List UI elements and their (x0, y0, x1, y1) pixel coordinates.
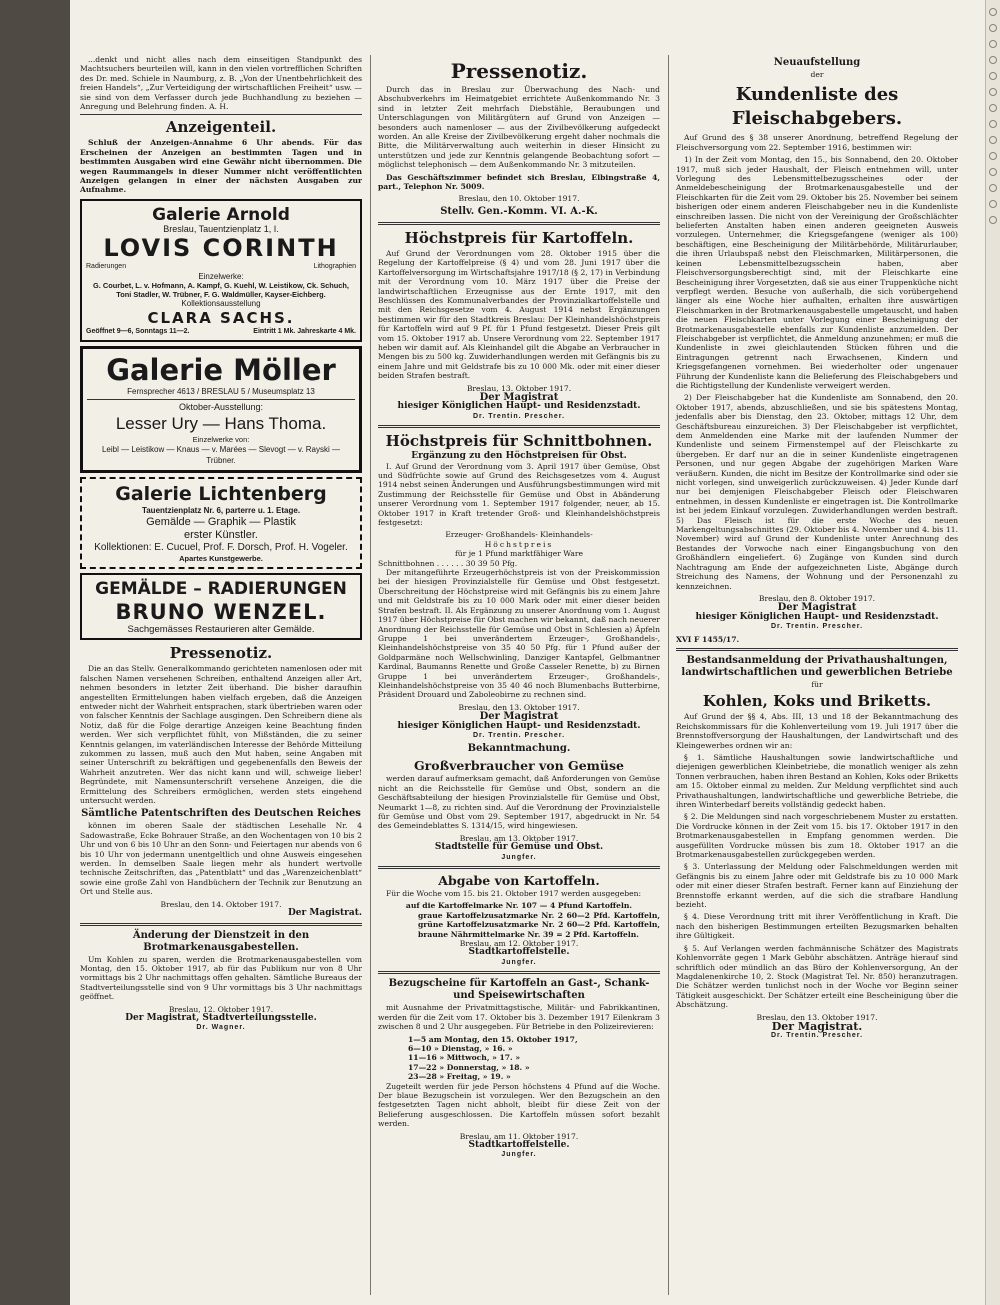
bohnen-head: Erzeuger- Großhandels- Kleinhandels- (445, 530, 593, 540)
pressenotiz-mid-text: Durch das in Breslau zur Überwachung des Nach- und Abschubverkehrs im Heimatgebiet errichtete Außenkommando Nr. 3 sind in letzter Zeit mehrfach Diebstähle, Beraubungen und Unterschlagungen von Militärgütern auf Grund von Anzeigen — besonders auch namenloser — aus der Zivilbevölkerung aufgedeckt worden. An alle Kreise der Zivilbevölkerung ergeht daher nochmals die Bitte, die Militärverwaltung auch weiterhin in dieser Hinsicht zu unterstützen und jede zur Kenntnis gelangende Beobachtung sofort — möglichst telephonisch — dem Außenkommando Nr. 3 mitzuteilen. (378, 85, 660, 170)
anzeigen-title: Anzeigenteil. (165, 118, 277, 137)
dienst-title: Änderung der Dienstzeit in den Brotmarkenausgabestellen. (132, 929, 310, 953)
gross-title: Großverbraucher von Gemüse (414, 758, 624, 774)
patent-date: Breslau, den 14. Oktober 1917. (160, 899, 282, 909)
arnold-artist2: CLARA SACHS. (147, 308, 295, 327)
pressenotiz-left-title: Pressenotiz. (169, 644, 273, 663)
bezug-title: Bezugscheine für Kartoffeln an Gast-, Schank- und Speisewirtschaften (388, 978, 650, 1002)
bestand-big-title: Kohlen, Koks und Briketts. (702, 692, 932, 711)
neu-text2: 2) Der Fleischabgeber hat die Kundenliste am Sonnabend, den 20. Oktober 1917, abends, abzuschließen, und sie bis spätestens Montag, jedenfalls aber bis Dienstag, den 23. Oktober, mittags 12 Uhr, dem Geschäftsbureau einzureichen. 3) Der Fleischabgeber ist verpflichtet, dem Anmeldenden eine Marke mit der laufenden Nummer der Kundenliste und seinem Firmenstempel auf der Fleischkarte zu übergeben. Er darf nur an die in seiner Kundenliste eingetragenen Personen, und nur gegen Abgabe der zugehörigen Marken Ware veräußern. Kunden, die nicht im Besitze der Kontrollmarke sind oder sie nicht vorlegen, sind unweigerlich zurückzuweisen. 4) Jeder Kunde darf nur bei demjenigen Fleischabgeber Fleisch oder Fleischwaren entnehmen, in dessen Kundenliste er eingetragen ist. Die Kontrollmarke ist bei jedem Einkauf vorzulegen. Zuwiderhandlungen werden bestraft. 5) Das Fleisch ist für die erste Woche des neuen Markengeltungsabschnittes (29. Oktober bis 4. November und 4. bis 11. November) wird auf Grund der Kundenliste unter Anrechnung des Bestandes der Vorwoche nach einer Eingangsbuchung von den Großhändlern eingeliefert. 6) Zugänge von Kunden sind durch Nachtragung am Ende der aufgezeichneten Liste, Abgänge durch Streichung des Namens, der Wohnung und der Personenzahl zu kennzeichnen. (676, 393, 958, 591)
bohnen-names: Dr. Trentin. Prescher. (472, 731, 566, 739)
neu-date: Breslau, den 8. Oktober 1917. (758, 593, 876, 603)
arnold-sub-left: Radierungen (86, 263, 127, 271)
arnold-sub-right: Lithographien (313, 263, 356, 271)
patent-text: können im oberen Saale der städtischen Lesehalle Nr. 4 Sadowastraße, Ecke Bohrauer Straße, an den Wochentagen von 10 bis 2 Uhr und von 6 bis 10 Uhr an den Sonn- und Feiertagen nur abends von 6 bis 10 Uhr von jedermann unentgeltlich und ohne Ausweis eingesehen werden. In demselben Saale liegen mehr als hundert wertvolle technische Zeitschriften, das „Patentblatt“ und das „Warenzeichenblatt“ sowie eine große Zahl von Handbüchern der Technik zur Benutzung an Ort und Stelle aus. (80, 821, 362, 897)
bezug-row: 23—28 » Freitag, » 19. » (408, 1072, 511, 1082)
wenzel-sub: Sachgemässes Restaurieren alter Gemälde. (127, 623, 315, 635)
dienst-text: Um Kohlen zu sparen, werden die Brotmarkenausgabestellen vom Montag, den 15. Oktober 1917, ab für das Publikum nur von 8 Uhr vormittags bis 2 Uhr nachmittags offen gehalten. Sämtliche Bureaus der Stadtverteilungsstelle sind von 9 Uhr vormittags bis 3 Uhr nachmittags geöffnet. (80, 954, 362, 1002)
page-edge (985, 0, 1000, 1305)
kartoffel-title: Höchstpreis für Kartoffeln. (404, 228, 634, 247)
ad-galerie-lichtenberg (80, 477, 362, 569)
abgabe-sig: Stadtkartoffelstelle. (468, 947, 570, 958)
bohnen-subtitle: Ergänzung zu den Höchstpreisen für Obst. (411, 451, 627, 462)
arnold-names: G. Courbet, L. v. Hofmann, A. Kampf, G. Kuehl, W. Leistikow, Ck. Schuch, Toni Stadler, W. Trübner, F. G. Waldmüller, Kayser-Eichberg. (93, 281, 349, 300)
arnold-name: Galerie Arnold (152, 204, 290, 225)
kartoffel-date: Breslau, 13. Oktober 1917. (466, 383, 572, 393)
abgabe-line2: graue Kartoffelzusatzmarke Nr. 2 60—2 Pfd. Kartoffeln, grüne Kartoffelzusatzmarke Nr. 2 60—2 Pfd. Kartoffeln, braune Nährmittelmarke Nr. 39 = 2 Pfd. Kartoffeln. (418, 910, 660, 939)
moeller-names: Leibl — Leistikow — Knaus — v. Marées — Slevogt — v. Rayski — Trübner. (101, 445, 340, 466)
bohnen-text2: Der mitangeführte Erzeugerhöchstpreis ist von der Preiskommission bei der hiesigen Provinzialstelle für Gemüse und Obst festgesetzt. Überschreitung der Höchstpreise wird mit Gefängnis bis zu einem Jahre und mit Geldstrafe bis zu 10 000 Mark oder mit einer dieser beiden Strafen bestraft. II. Als Ergänzung zu unserer Anordnung vom 1. August 1917 über Höchstpreise für Obst machen wir bekannt, daß nach neuerer Anordnung der Reichsstelle für Gemüse und Obst in Schlesien a) Äpfeln Gruppe 1 bei unverändertem Erzeuger-, Großhandels-, Kleinhandelshöchstpreise von 35 40 50 Pfg. für 1 Pfund außer der Goldparmäne noch Wellschwinling, Danziger Kantapfel, Gelbmantner Kardinal, Baumanns Renette und Große Casseler Renette, b) zu Birnen Gruppe 1 bei unverändertem Erzeuger-, Großhandels-, Kleinhandelshöchstpreise von 35 40 46 noch Blumenbachs Butterbirne, Präsident Drouard und Zaboleobirne zu rechnen sind. (378, 568, 660, 700)
bestand-text: Auf Grund der §§ 4, Abs. III, 13 und 18 der Bekanntmachung des Reichskommissars für die Kohlenverteilung vom 19. Juli 1917 über die Brennstoffversorgung der Haushaltungen, der Landwirtschaft und des Kleingewerbes ordnen wir an: (676, 712, 958, 750)
arnold-artist: LOVIS CORINTH (103, 234, 339, 263)
lichtenberg-extra: Apartes Kunstgewerbe. (179, 553, 263, 563)
neu-ref: XVI F 1455/17. (676, 634, 740, 644)
column-middle (370, 55, 660, 1295)
bezug-name: Jungfer. (501, 1151, 537, 1159)
kartoffel-sig2: hiesiger Königlichen Haupt- und Residenzstadt. (397, 401, 641, 412)
bestand-title: Bestandsanmeldung der Privathaushaltungen, landwirtschaftlichen und gewerblichen Betriebe (681, 654, 953, 678)
bohnen-head3: für je 1 Pfund marktfähiger Ware (454, 549, 584, 559)
moeller-addr: Fernsprecher 4613 / BRESLAU 5 / Museumsplatz 13 (127, 386, 315, 396)
intro-text: ...denkt und nicht alles nach dem einseitigen Standpunkt des Machtsuchers beurteilen will, kann in den vielen vortrefflichen Schriften des Dr. med. Schiele in Naumburg, z. B. „Von der Unentbehrlichkeit des freien Handels“, „Zur Verteidigung der wirtschaftlichen Freiheit“ usw. — sie sind von dem Verfasser durch jede Buchhandlung zu beziehen — Anregung und Belehrung finden. A. H. (80, 55, 362, 112)
moeller-name: Galerie Möller (106, 352, 336, 387)
gross-sig: Stadtstelle für Gemüse und Obst. (434, 842, 604, 853)
bezug-row: 17—22 » Donnerstag, » 18. » (408, 1062, 530, 1072)
bezug-row: 11—16 » Mittwoch, » 17. » (408, 1053, 521, 1063)
pressenotiz-left-text: Die an das Stellv. Generalkommando gerichteten namenlosen oder mit falschen Namen versehenen Schreiben, enthaltend Anzeigen aller Art, nehmen besonders in letzter Zeit überhand. Die bisher daraufhin angestellten Ermittelungen haben vielfach ergeben, daß die Anzeigen entweder nicht der Wahrheit entsprachen, stark übertrieben waren oder von falscher Kenntnis der Sachlage ausgingen. Den Schreibern diene als Notiz, daß für die Folge derartige Anzeigen keine Beachtung finden werden. Wer sich verpflichtet fühlt, von Mißständen, die zu seiner Kenntnis gelangen, im vaterländischen Interesse der Behörde Mitteilung zukommen zu lassen, muß auch den Mut haben, seine Angaben mit seiner Unterschrift zu bekräftigen und gegebenenfalls den Beweis der Wahrheit anzutreten. Wer das nicht kann und will, schweige lieber! Begründete, mit Namensunterschrift versehene Anzeigen, die die Ermittelung des Schreibers ermöglichen, werden stets eingehend untersucht werden. (80, 664, 362, 806)
abgabe-name: Jungfer. (501, 958, 537, 966)
kartoffel-names: Dr. Trentin. Prescher. (472, 412, 566, 420)
gross-name: Jungfer. (501, 853, 537, 861)
moeller-works: Einzelwerke von: (192, 434, 250, 444)
lichtenberg-line1: Gemälde — Graphik — Plastik (146, 515, 296, 528)
bestand-p4: § 4. Diese Verordnung tritt mit ihrer Veröffentlichung in Kraft. Die nach den bisherigen Bestimmungen erteilten Bezugsmarken behalten ihre Gültigkeit. (676, 912, 958, 941)
neu-names: Dr. Trentin. Prescher. (770, 623, 864, 631)
bezug-row: 6—10 » Dienstag, » 16. » (408, 1043, 513, 1053)
bezug-text: mit Ausnahme der Privatmittagstische, Militär- und Fabrikkantinen, werden für die Zeit vom 17. Oktober bis 3. Dezember 1917 Eilenkram 3 zwischen 8 und 2 Uhr ausgegeben. Für Betriebe in den Polizeirevieren: (378, 1003, 660, 1032)
arnold-entry: Eintritt 1 Mk. Jahreskarte 4 Mk. (253, 327, 356, 335)
pressenotiz-mid-addr: Das Geschäftszimmer befindet sich Breslau, Elbingstraße 4, part., Telephon Nr. 5009. (378, 172, 660, 192)
lichtenberg-line2: erster Künstler. (184, 528, 258, 541)
dienst-name: Dr. Wagner. (196, 1024, 246, 1032)
bohnen-text: I. Auf Grund der Verordnung vom 3. April 1917 über Gemüse, Obst und Südfrüchte sowie auf Grund des Reichsgesetzes vom 4. August 1914 nebst seinen Änderungen und Ausführungsbestimmungen wird mit Zustimmung der Reichsstelle für Gemüse und Obst in Abänderung unserer Verordnung vom 1. September 1917 folgender, neuer, ab 15. Oktober 1917 in Kraft tretender Groß- und Kleinhandelshöchstpreis festgesetzt: (378, 461, 660, 528)
abgabe-title: Abgabe von Kartoffeln. (438, 873, 600, 889)
arnold-koll: Kollektionsausstellung (181, 299, 261, 309)
neu-intro: Auf Grund des § 38 unserer Anordnung, betreffend Regelung der Fleischversorgung vom 22. September 1916, bestimmen wir: (676, 133, 958, 152)
abgabe-line1: auf die Kartoffelmarke Nr. 107 — 4 Pfund Kartoffeln. (405, 901, 633, 911)
bestand-names: Dr. Trentin. Prescher. (770, 1032, 864, 1040)
bohnen-row: Schnittbohnen . . . . . . 30 39 50 Pfg. (378, 558, 518, 568)
gross-text: werden darauf aufmerksam gemacht, daß Anforderungen von Gemüse nicht an die Reichsstelle für Gemüse und Obst, sondern an die Geschäftsabteilung der hiesigen Provinzialstelle für Gemüse und Obst, Neumarkt 1—8, zu richten sind. Auf die Verordnung der Provinzialstelle für Gemüse und Obst vom 29. September 1917, abgedruckt in Nr. 54 des Gemeindeblattes S. 1314/15, wird hingewiesen. (378, 774, 660, 831)
column-right (668, 55, 958, 1295)
kartoffel-text: Auf Grund der Verordnungen vom 28. Oktober 1915 über die Regelung der Kartoffelpreise (§ 4) und vom 28. Juni 1917 über die Kartoffelversorgung im Wirtschaftsjahre 1917/18 (§ 2, 17) in Verbindung mit der Verordnung vom 10. März 1917 über die Preise der landwirtschaftlichen Erzeugnisse aus der Ernte 1917, mit den Beschlüssen des Kommunalverbandes der Provinzialkartoffelstelle und mit den Reichsgesetze vom 4. August 1914 nebst Ergänzungen bestimmen wir für den Stadtkreis Breslau: Der Kleinhandelshöchstpreis für Kartoffeln wird auf 9 Pf. für 1 Pfund festgesetzt. Dieser Preis gilt vom 15. Oktober 1917 ab. Unsere Verordnung vom 22. September 1917 heben wir damit auf. Als Kleinhandel gilt die Abgabe an Verbraucher in Mengen bis zu 500 kg. Zuwiderhandlungen werden mit Gefängnis bis zu einem Jahre und mit Geldstrafe bis zu 10 000 Mk. oder mit einer dieser beiden Strafen bestraft. (378, 248, 660, 381)
arnold-hours: Geöffnet 9—6, Sonntags 11—2. (86, 327, 190, 335)
pressenotiz-mid-title: Pressenotiz. (450, 59, 588, 83)
bohnen-sig2: hiesiger Königlichen Haupt- und Residenzstadt. (397, 720, 641, 731)
wenzel-title: GEMÄLDE – RADIERUNGEN (95, 578, 347, 599)
bestand-sig: Der Magistrat. (771, 1019, 863, 1033)
moeller-artists: Lesser Ury — Hans Thoma. (115, 413, 327, 433)
column-left (80, 55, 362, 1295)
ad-bruno-wenzel (80, 573, 362, 640)
pressenotiz-mid-date: Breslau, den 10. Oktober 1917. (458, 194, 580, 204)
neu-text: 1) In der Zeit vom Montag, den 15., bis Sonnabend, den 20. Oktober 1917, muß sich jeder Haushalt, der Fleisch entnehmen will, unter Vorlegung des Lebensmittelbezugsscheines oder der Anmeldebescheinigung der Brotmarkenausgabestelle und der Fleischkarten für die Zeit vom 29. Oktober bis 25. November bei seinem bisherigen oder einem anderen Fleischabgeber neu in die Kundenliste einschreiben lassen. Die nicht von der Vereinigung der Großschlächter belieferten Anstalten haben einen anderen geeigneten Ausweis vorzulegen. Unternehmer, die Kriegsgefangene (weniger als 100) beschäftigen, eine Bescheinigung der Militärbehörde, Militärurlauber, die ihren Urlaubspaß nebst den Fleischmarken, Militärpersonen, die keinen Lebensmittelbezugsschein haben, aber Fleischversorgungsberechtigt sind, mit der Fleischkarte eine Bescheinigung ihrer Vorgesetzten, daß sie aus einer Truppenküche nicht verpflegt werden. Besuche von außerhalb, die sich vorübergehend länger als eine Woche hier aufhalten, erhalten ihre auswärtigen Fleischmarken in der Brotmarkenausgabestelle umgetauscht, und haben die neuen Fleischkarten unter Vorlegung einer Bescheinigung der Brotmarkenausgabestelle ebenfalls zur Kundenliste anzumelden. Der Fleischabgeber ist verpflichtet, die Anmeldung anzunehmen; er muß die Kundenliste in zwei gleichlautenden Stücken führen und die Eintragungen getrennt nach Erwachsenen, Kindern und Kriegsgefangenen vornehmen. Bei wiederholter oder ungenauer Führung der Kundenliste kann die Belieferung des Fleischabgebers und die Richtigstellung der Kundenliste verweigert werden. (676, 155, 958, 390)
wenzel-name: BRUNO WENZEL. (115, 599, 327, 624)
binding-spine (0, 0, 70, 1305)
arnold-addr: Breslau, Tauentzienplatz 1, I. (163, 223, 279, 234)
bestand-p5: § 5. Auf Verlangen werden fachmännische Schätzer des Magistrats Kohlenvorräte gegen 1 Mark Gebühr abschätzen. Anträge hierauf sind schriftlich oder mündlich an das Büro der Kohlenversorgung, An der Magdalenenkirche 10, 2. Stock (Magistrat Tel. Nr. 850) heranzutragen. Die Schätzer werden tunlichst noch in der Woche vor Beginn seiner Tätigkeit ausgeschickt. Der Schätzer erteilt eine Bescheinigung über die Abschätzung. (676, 943, 958, 1010)
bezug-sig: Stadtkartoffelstelle. (468, 1139, 570, 1150)
bestand-fuer: für (811, 679, 823, 689)
lichtenberg-name: Galerie Lichtenberg (115, 483, 327, 506)
lichtenberg-addr: Tauentzienplatz Nr. 6, parterre u. 1. Etage. (141, 506, 301, 516)
abgabe-date: Breslau, am 12. Oktober 1917. (459, 939, 579, 949)
ad-galerie-moeller (80, 346, 362, 473)
abgabe-text: Für die Woche vom 15. bis 21. Oktober 1917 werden ausgegeben: (386, 889, 642, 899)
bohnen-date: Breslau, den 13. Oktober 1917. (458, 702, 580, 712)
bohnen-title: Höchstpreis für Schnittbohnen. (385, 432, 653, 451)
neu-sig2: hiesiger Königlichen Haupt- und Residenzstadt. (695, 611, 939, 622)
neu-big-title: Kundenliste des Fleischabgebers. (731, 84, 903, 130)
bohnen-sig1: Der Magistrat (479, 711, 559, 723)
bezug-row: 1—5 am Montag, den 15. Oktober 1917, (408, 1034, 578, 1044)
bekanntmachung-title: Bekanntmachung. (467, 743, 571, 755)
bezug-text2: Zugeteilt werden für jede Person höchstens 4 Pfund auf die Woche. Der blaue Bezugschein ist vorzulegen. Wer den Bezugschein an den festgesetzten Tagen nicht abholt, bleibt für diese Zeit von der Belieferung ausgeschlossen. Die Kartoffeln müssen sofort bezahlt werden. (378, 1081, 660, 1129)
dienst-date: Breslau, 12. Oktober 1917. (168, 1004, 274, 1014)
patent-title: Sämtliche Patentschriften des Deutschen Reiches (81, 808, 361, 820)
kartoffel-sig1: Der Magistrat (479, 391, 559, 403)
bezug-schedule (378, 1035, 660, 1082)
bohnen-head2: Höchstpreis (484, 539, 554, 549)
bestand-p1: § 1. Sämtliche Haushaltungen sowie landwirtschaftliche und diejenigen gewerblichen Kleinbetriebe, die monatlich weniger als zehn Tonnen verbrauchen, haben ihren Bestand an Kohlen, Koks oder Briketts am 15. Oktober einmal zu melden. Zur Meldung verpflichtet sind auch Privathaushaltungen, landwirtschaftliche und gewerbliche Betriebe, die ihren Winterbedarf bereits vollständig gedeckt haben. (676, 752, 958, 809)
patent-sig: Der Magistrat. (288, 908, 362, 919)
lichtenberg-koll: Kollektionen: E. Cucuel, Prof. F. Dorsch, Prof. H. Vogeler. (94, 541, 348, 553)
arnold-works: Einzelwerke: (198, 271, 244, 281)
neu-title: Neuaufstellung (773, 57, 861, 68)
dienst-sig: Der Magistrat, Stadtverteilungsstelle. (125, 1012, 317, 1023)
anzeigen-text: Schluß der Anzeigen-Annahme 6 Uhr abends. Für das Erscheinen der Anzeigen an bestimmten Tagen und in bestimmten Ausgaben wird eine Gewähr nicht übernommen. Die wegen Raummangels in dieser Nummer nicht veröffentlichten Anzeigen gelangen in einer der nächsten Ausgaben zur Aufnahme. (80, 138, 362, 195)
bezug-date: Breslau, am 11. Oktober 1917. (459, 1131, 579, 1141)
moeller-event: Oktober-Ausstellung: (178, 402, 264, 413)
bestand-date: Breslau, den 13. Oktober 1917. (756, 1012, 878, 1022)
bestand-p2: § 2. Die Meldungen sind nach vorgeschriebenem Muster zu erstatten. Die Vordrucke können in der Zeit vom 15. bis 17. Oktober 1917 in den Brotmarkenausgabestellen in Empfang genommen werden. Die ausgefüllten Vordrucke müssen bis zum 18. Oktober 1917 an die Brotmarkenausgabestellen zurückgegeben werden. (676, 812, 958, 860)
pressenotiz-mid-sig: Stellv. Gen.-Komm. VI. A.-K. (440, 205, 598, 217)
neu-sig1: Der Magistrat (777, 602, 857, 614)
ad-galerie-arnold (80, 199, 362, 342)
bestand-p3: § 3. Unterlassung der Meldung oder Falschmeldungen werden mit Gefängnis bis zu einem Jahre oder mit Geldstrafe bis zu 10 000 Mark oder mit einer dieser Strafen bestraft. Ferner kann auf Einziehung der Brennstoffe erkannt werden, auf die sich die strafbare Handlung bezieht. (676, 862, 958, 910)
gross-date: Breslau, am 13. Oktober 1917. (459, 833, 579, 843)
neu-der: der (810, 70, 824, 79)
